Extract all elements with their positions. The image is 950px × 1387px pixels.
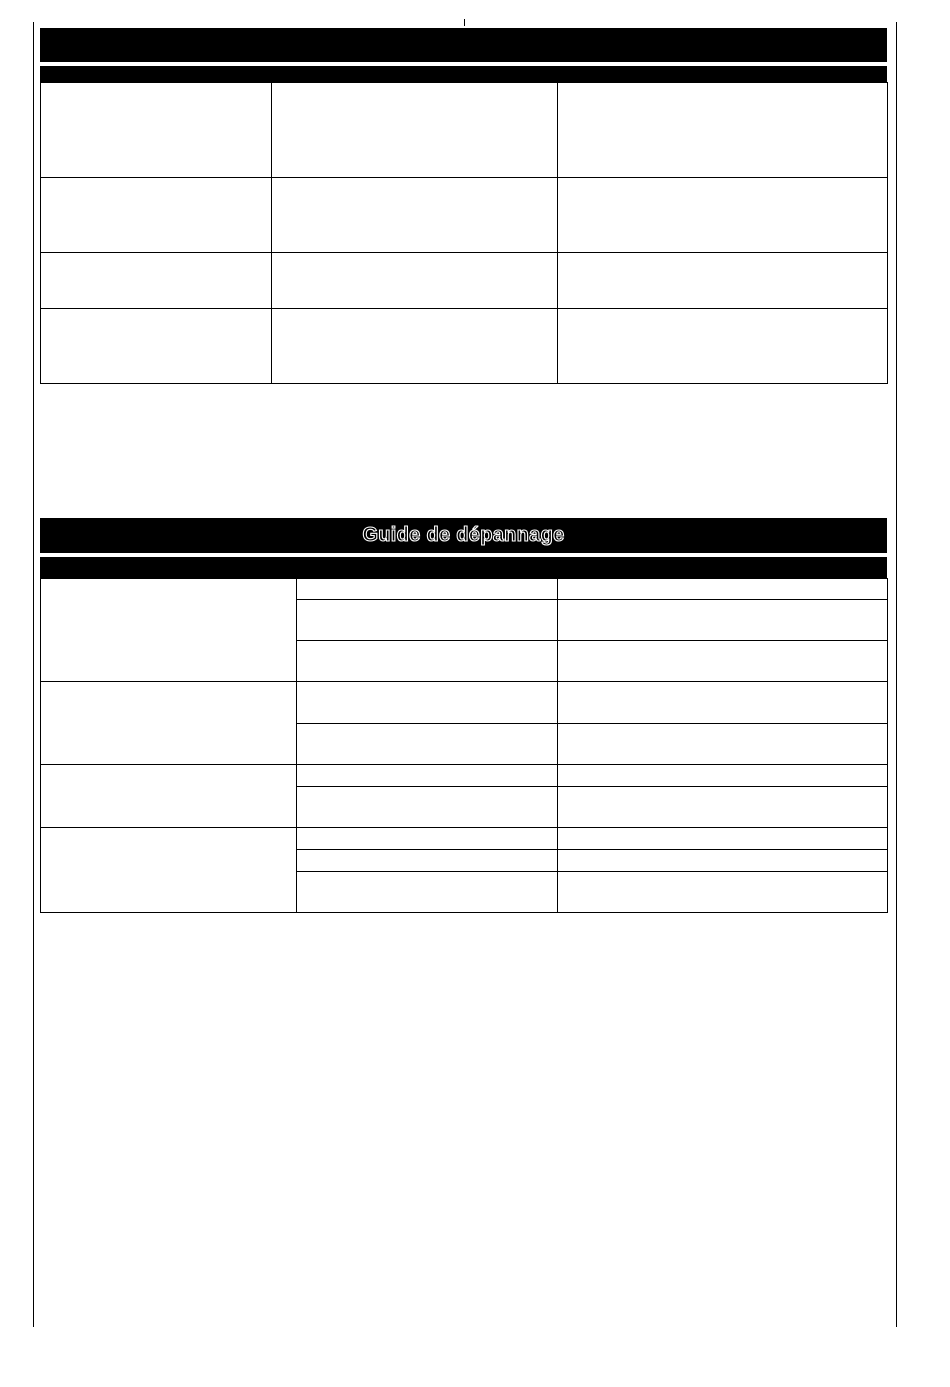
solution-cell	[558, 724, 888, 765]
problem-cell	[41, 682, 297, 765]
troubleshooting-header-bar	[40, 518, 887, 553]
cause-cell	[297, 724, 558, 765]
table-row	[41, 828, 888, 850]
solution-cell	[558, 828, 888, 850]
left-margin-line	[33, 22, 34, 1327]
solution-cell	[558, 641, 888, 682]
solution-cell	[558, 872, 888, 913]
table-cell	[558, 83, 888, 178]
table-cell	[558, 253, 888, 309]
table-cell	[558, 178, 888, 253]
table-cell	[41, 309, 272, 384]
table-cell	[41, 83, 272, 178]
table-cell	[41, 178, 272, 253]
solution-cell	[558, 850, 888, 872]
section-header-bar	[40, 28, 887, 62]
solution-cell	[558, 787, 888, 828]
table-row	[41, 83, 888, 178]
table-cell	[41, 253, 272, 309]
right-margin-line	[896, 22, 897, 1327]
cause-cell	[297, 641, 558, 682]
table-cell	[272, 309, 558, 384]
problem-cell	[41, 828, 297, 913]
cause-cell	[297, 850, 558, 872]
cause-cell	[297, 600, 558, 641]
troubleshooting-column-header-bar	[40, 557, 887, 578]
table-row	[41, 765, 888, 787]
table-header-bar	[40, 66, 887, 82]
table-row	[41, 682, 888, 724]
cause-cell	[297, 787, 558, 828]
table-cell	[272, 178, 558, 253]
table-row	[41, 178, 888, 253]
table-row	[41, 309, 888, 384]
solution-cell	[558, 765, 888, 787]
cause-cell	[297, 765, 558, 787]
problem-cell	[41, 765, 297, 828]
troubleshooting-table	[40, 578, 888, 913]
cause-cell	[297, 828, 558, 850]
table-cell	[272, 83, 558, 178]
solution-cell	[558, 682, 888, 724]
cause-cell	[297, 579, 558, 600]
table-cell	[558, 309, 888, 384]
top-center-mark	[464, 19, 465, 26]
troubleshooting-title: Guide de dépannage	[362, 524, 565, 546]
problem-cell	[41, 579, 297, 682]
cause-cell	[297, 682, 558, 724]
cause-cell	[297, 872, 558, 913]
info-table	[40, 82, 888, 384]
solution-cell	[558, 600, 888, 641]
table-cell	[272, 253, 558, 309]
solution-cell	[558, 579, 888, 600]
table-row	[41, 579, 888, 600]
table-row	[41, 253, 888, 309]
